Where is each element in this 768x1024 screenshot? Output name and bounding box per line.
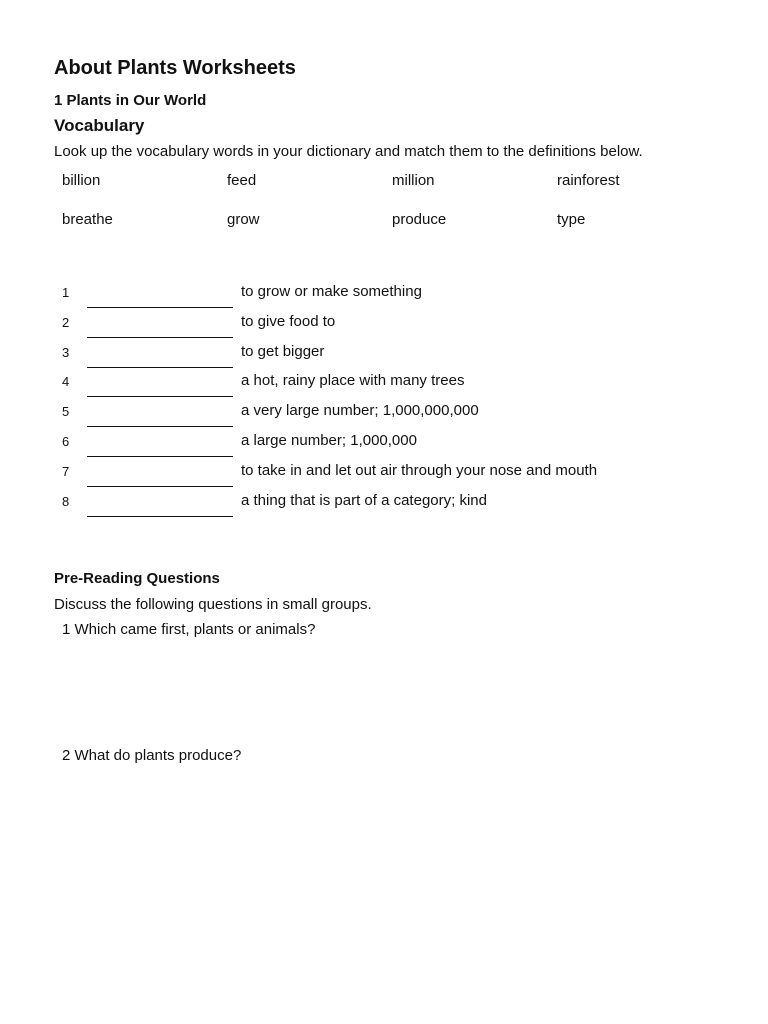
word-bank-item: type [557,211,586,228]
pre-reading-question: 1 Which came first, plants or animals? [62,621,316,638]
answer-blank[interactable] [87,460,233,487]
pre-reading-instructions: Discuss the following questions in small groups. [54,596,372,613]
word-bank-item: feed [227,172,257,189]
page-title: About Plants Worksheets [54,57,296,79]
unit-title: 1 Plants in Our World [54,92,207,109]
word-bank-item: billion [62,172,101,189]
definition-number: 8 [62,493,70,509]
definition-number: 6 [62,433,70,449]
definition-row [60,341,700,371]
definition-text: a very large number; 1,000,000,000 [241,402,479,420]
definition-text: a large number; 1,000,000 [241,431,417,449]
definition-number: 7 [62,463,70,479]
definition-text: a hot, rainy place with many trees [241,372,465,390]
definition-number: 5 [62,404,70,420]
definition-text: a thing that is part of a category; kind [241,491,487,509]
definition-number: 2 [62,314,70,330]
definition-text: to give food to [241,312,336,330]
word-bank-item: breathe [62,211,113,228]
answer-blank[interactable] [87,490,233,517]
vocabulary-instructions: Look up the vocabulary words in your dictionary and match them to the definitions below. [54,143,643,160]
definition-row [60,430,700,460]
word-bank-item: rainforest [557,172,620,189]
word-bank-item: grow [227,211,260,228]
pre-reading-question: 2 What do plants produce? [62,747,242,764]
definition-row [60,370,700,400]
word-bank-item: produce [392,211,447,228]
answer-blank[interactable] [87,311,233,338]
definition-row [60,490,700,520]
definition-number: 1 [62,285,70,300]
word-bank [62,172,722,250]
definition-text: to get bigger [241,342,325,360]
definition-text: to take in and let out air through your nose and mouth [241,461,598,479]
definition-row [60,460,700,490]
definition-text: to grow or make something [241,283,422,300]
definition-row [60,281,700,311]
answer-blank[interactable] [87,370,233,397]
answer-blank[interactable] [87,341,233,368]
definitions-list [60,281,700,519]
answer-blank[interactable] [87,400,233,427]
word-bank-item: million [392,172,435,189]
definition-number: 4 [62,374,70,390]
vocabulary-heading: Vocabulary [54,116,145,135]
definition-row [60,311,700,341]
answer-blank[interactable] [87,430,233,457]
definition-row [60,400,700,430]
definition-number: 3 [62,344,70,360]
answer-blank[interactable] [87,281,233,308]
pre-reading-heading: Pre-Reading Questions [54,570,220,587]
